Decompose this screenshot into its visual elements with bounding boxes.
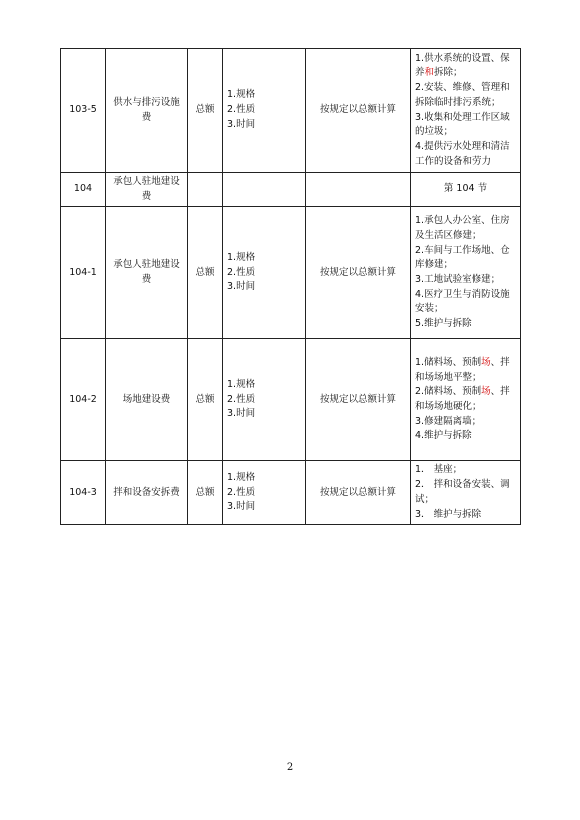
feature-line: 2.性质	[227, 104, 256, 116]
item-unit: 总额	[188, 207, 223, 339]
item-code: 103-5	[61, 49, 106, 173]
content-line: 1.供水系统的设置、保养和拆除；	[415, 52, 510, 79]
item-work-content	[411, 339, 521, 461]
content-line: 1.承包人办公室、住房及生活区修建；	[415, 215, 510, 241]
section-label: 第 104 节	[411, 173, 521, 207]
item-name: 供水与排污设施费	[106, 49, 188, 173]
empty-cell	[306, 173, 411, 207]
feature-line: 3.时间	[227, 118, 256, 130]
content-line: 1． 基座；	[415, 464, 463, 476]
content-line: 4.提供污水处理和清洁工作的设备和劳力	[415, 140, 510, 167]
item-unit: 总额	[188, 339, 223, 461]
content-line: 3.修建隔离墙；	[415, 415, 482, 427]
item-work-content	[411, 207, 521, 339]
item-features	[223, 207, 306, 339]
feature-line: 1.规格	[227, 251, 256, 263]
content-line: 5.维护与拆除	[415, 318, 472, 330]
item-measurement-rule: 按规定以总额计算	[306, 49, 411, 173]
feature-line: 3.时间	[227, 281, 256, 293]
feature-line: 2.性质	[227, 486, 256, 498]
content-line: 4.维护与拆除	[415, 430, 472, 442]
table-row-104-3	[61, 461, 521, 525]
table-row-103-5	[61, 49, 521, 173]
content-line: 3.工地试验室修建；	[415, 273, 501, 285]
content-line: 2.安装、维修、管理和拆除临时排污系统；	[415, 82, 510, 108]
content-line: 2.储料场、预制场、拌和场场地硬化；	[415, 386, 510, 412]
item-name: 拌和设备安拆费	[106, 461, 188, 525]
item-features	[223, 49, 306, 173]
content-line: 1.储料场、预制场、拌和场场地平整；	[415, 356, 510, 383]
content-line: 3.收集和处理工作区域的垃圾；	[415, 111, 510, 138]
item-code: 104-3	[61, 461, 106, 525]
item-unit: 总额	[188, 49, 223, 173]
table-row-104-1	[61, 207, 521, 339]
item-name: 场地建设费	[106, 339, 188, 461]
content-line: 2.车间与工作场地、仓库修建；	[415, 244, 510, 271]
item-name: 承包人驻地建设费	[106, 207, 188, 339]
empty-cell	[223, 173, 306, 207]
feature-line: 3.时间	[227, 408, 256, 420]
item-measurement-rule: 按规定以总额计算	[306, 339, 411, 461]
item-work-content	[411, 461, 521, 525]
feature-line: 1.规格	[227, 89, 256, 101]
feature-line: 2.性质	[227, 393, 256, 405]
table-row-104	[61, 173, 521, 207]
item-features	[223, 339, 306, 461]
item-code: 104-2	[61, 339, 106, 461]
item-features	[223, 461, 306, 525]
content-line: 2． 拌和设备安装、调试；	[415, 479, 510, 505]
item-name: 承包人驻地建设费	[106, 173, 188, 207]
item-work-content	[411, 49, 521, 173]
page-number: 2	[286, 762, 294, 773]
feature-line: 1.规格	[227, 471, 256, 483]
table-row-104-2	[61, 339, 521, 461]
cost-item-table	[60, 48, 521, 525]
item-measurement-rule: 按规定以总额计算	[306, 207, 411, 339]
empty-cell	[188, 173, 223, 207]
content-line: 3． 维护与拆除	[415, 508, 482, 520]
item-measurement-rule: 按规定以总额计算	[306, 461, 411, 525]
item-code: 104-1	[61, 207, 106, 339]
content-line: 4.医疗卫生与消防设施安装；	[415, 288, 510, 315]
item-unit: 总额	[188, 461, 223, 525]
feature-line: 1.规格	[227, 378, 256, 390]
feature-line: 3.时间	[227, 501, 256, 513]
item-code: 104	[61, 173, 106, 207]
feature-line: 2.性质	[227, 266, 256, 278]
